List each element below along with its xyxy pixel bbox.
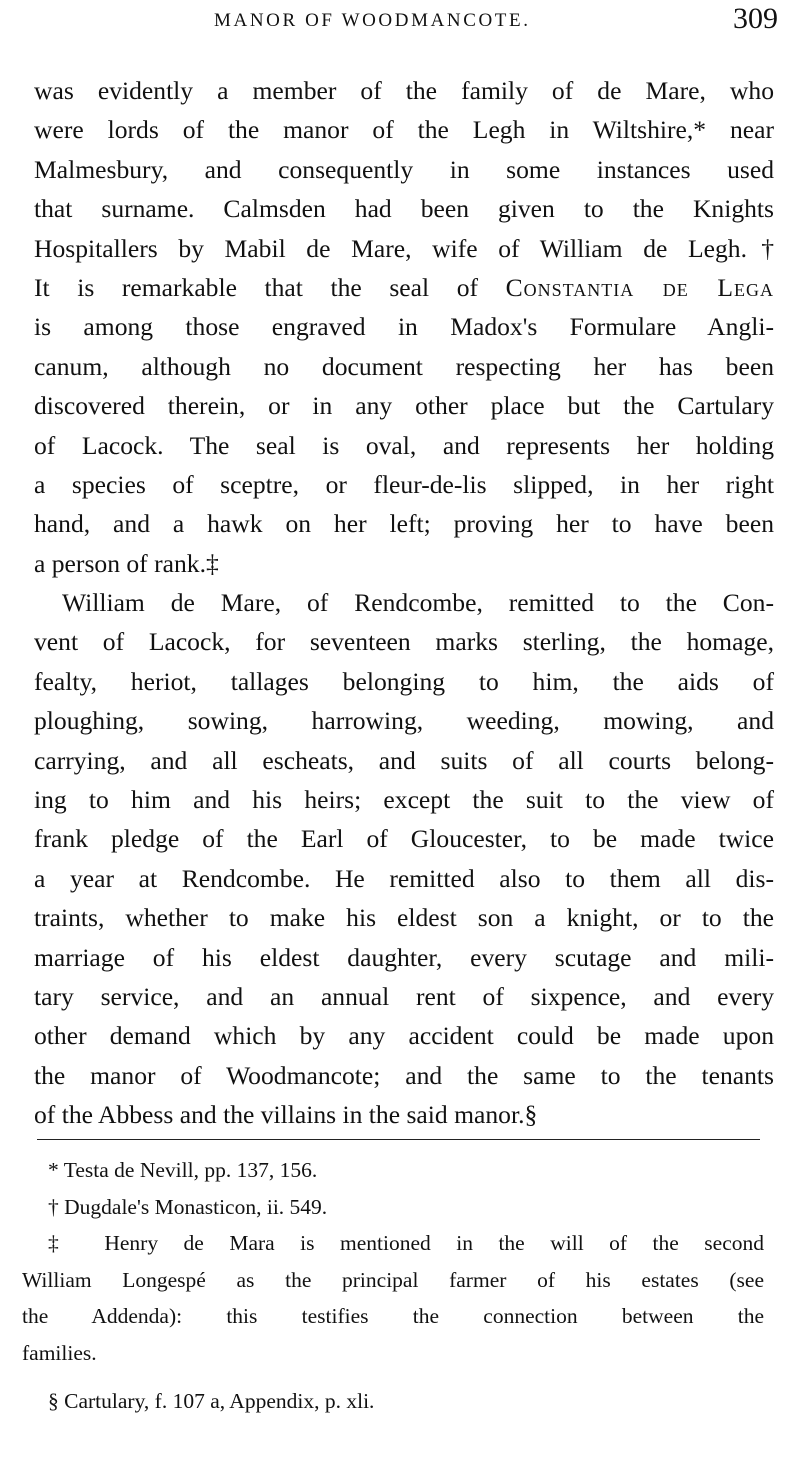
body-line: vent of Lacock, for seventeen marks sterling, the homage,	[34, 627, 774, 657]
body-line-before-smallcaps: It is remarkable that the seal of	[34, 272, 506, 302]
body-text	[34, 71, 774, 1135]
body-line: was evidently a member of the family of de Mare, who	[34, 76, 774, 105]
body-line: hand, and a hawk on her left; proving her to have been	[34, 509, 774, 539]
body-line: ploughing, sowing, harrowing, weeding, mowing, and	[34, 706, 774, 736]
body-line-paragraph-end: of the Abbess and the villains in the said manor.§	[34, 1100, 538, 1130]
body-line: were lords of the manor of the Legh in Wiltshire,* near	[34, 115, 774, 145]
body-line: other demand which by any accident could be made upon	[34, 1021, 774, 1051]
body-line: fealty, heriot, tallages belonging to him, the aids of	[34, 666, 774, 696]
footnote-gap	[22, 1371, 764, 1383]
footnote-rule	[37, 1139, 760, 1140]
footnotes	[22, 1152, 764, 1420]
body-line: the manor of Woodmancote; and the same to the tenants	[34, 1060, 774, 1090]
body-line: Malmesbury, and consequently in some instances used	[34, 154, 774, 184]
body-line: frank pledge of the Earl of Gloucester, to be made twice	[34, 824, 774, 854]
running-head	[0, 2, 800, 42]
footnote-henry-de-mara: ‡ Henry de Mara is mentioned in the will of the second	[48, 1231, 764, 1255]
body-line-paragraph-end: a person of rank.‡	[34, 548, 219, 578]
body-line: a year at Rendcombe. He remitted also to them all dis-	[34, 863, 774, 893]
footnote-dugdale-monasticon: † Dugdale's Monasticon, ii. 549.	[48, 1194, 328, 1219]
body-line: marriage of his eldest daughter, every scutage and mili-	[34, 942, 774, 972]
body-line: carrying, and all escheats, and suits of all courts belong-	[34, 745, 774, 775]
body-line-paragraph-start: William de Mare, of Rendcombe, remitted to the Con-	[62, 588, 774, 618]
body-line: a species of sceptre, or fleur-de-lis slipped, in her right	[34, 469, 774, 499]
running-title: MANOR OF WOODMANCOTE.	[214, 10, 531, 31]
body-line-seal-name	[34, 268, 774, 307]
footnote-henry-de-mara: families.	[22, 1340, 97, 1365]
footnote-henry-de-mara: the Addenda): this testifies the connection between the	[22, 1304, 764, 1328]
footnote-henry-de-mara: William Longespé as the principal farmer of his estates (see	[22, 1267, 764, 1292]
body-line: is among those engraved in Madox's Formulare Angli-	[34, 312, 774, 342]
body-line: of Lacock. The seal is oval, and represents her holding	[34, 430, 774, 460]
body-line: tary service, and an annual rent of sixpence, and every	[34, 981, 774, 1011]
body-line: traints, whether to make his eldest son a knight, or to the	[34, 903, 774, 933]
page-number: 309	[733, 2, 778, 35]
body-line: Hospitallers by Mabil de Mare, wife of William de Legh.†	[34, 233, 774, 263]
constantia-de-lega-smallcaps: Constantia de Lega	[505, 272, 774, 302]
body-line: ing to him and his heirs; except the suit to the view of	[34, 785, 774, 815]
body-line: that surname. Calmsden had been given to the Knights	[34, 194, 774, 224]
footnote-cartulary: § Cartulary, f. 107 a, Appendix, p. xli.	[48, 1389, 375, 1413]
footnote-testa-de-nevill: * Testa de Nevill, pp. 137, 156.	[48, 1158, 318, 1182]
body-line: discovered therein, or in any other place but the Cartulary	[34, 391, 774, 421]
body-line: canum, although no document respecting her has been	[34, 351, 774, 381]
